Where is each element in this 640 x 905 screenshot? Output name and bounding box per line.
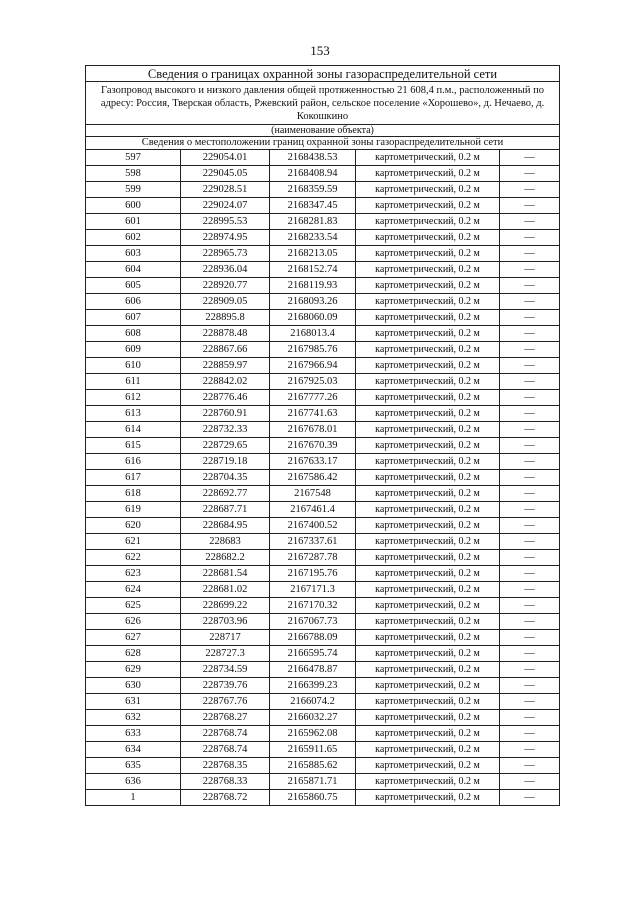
y-coordinate-cell: 2167633.17	[270, 454, 356, 470]
point-number-cell: 606	[86, 294, 181, 310]
table-row	[86, 486, 560, 502]
x-coordinate-cell: 228719.18	[181, 454, 270, 470]
method-accuracy-cell: картометрический, 0.2 м	[356, 182, 500, 198]
table-row	[86, 582, 560, 598]
note-cell: —	[500, 454, 560, 470]
y-coordinate-cell: 2166399.23	[270, 678, 356, 694]
note-cell: —	[500, 230, 560, 246]
note-cell: —	[500, 758, 560, 774]
method-accuracy-cell: картометрический, 0.2 м	[356, 150, 500, 166]
table-row	[86, 214, 560, 230]
y-coordinate-cell: 2168281.83	[270, 214, 356, 230]
y-coordinate-cell: 2166595.74	[270, 646, 356, 662]
note-cell: —	[500, 646, 560, 662]
table-row	[86, 726, 560, 742]
table-row	[86, 758, 560, 774]
point-number-cell: 600	[86, 198, 181, 214]
table-row	[86, 342, 560, 358]
note-cell: —	[500, 790, 560, 806]
x-coordinate-cell: 229045.05	[181, 166, 270, 182]
point-number-cell: 608	[86, 326, 181, 342]
method-accuracy-cell: картометрический, 0.2 м	[356, 710, 500, 726]
x-coordinate-cell: 228776.46	[181, 390, 270, 406]
method-accuracy-cell: картометрический, 0.2 м	[356, 198, 500, 214]
x-coordinate-cell: 228687.71	[181, 502, 270, 518]
x-coordinate-cell: 229024.07	[181, 198, 270, 214]
point-number-cell: 627	[86, 630, 181, 646]
method-accuracy-cell: картометрический, 0.2 м	[356, 678, 500, 694]
x-coordinate-cell: 228768.33	[181, 774, 270, 790]
point-number-cell: 597	[86, 150, 181, 166]
method-accuracy-cell: картометрический, 0.2 м	[356, 774, 500, 790]
method-accuracy-cell: картометрический, 0.2 м	[356, 486, 500, 502]
table-row	[86, 774, 560, 790]
section-title: Сведения о местоположении границ охранной зоны газораспределительной сети	[86, 137, 560, 150]
table-row	[86, 502, 560, 518]
method-accuracy-cell: картометрический, 0.2 м	[356, 294, 500, 310]
method-accuracy-cell: картометрический, 0.2 м	[356, 694, 500, 710]
y-coordinate-cell: 2166074.2	[270, 694, 356, 710]
method-accuracy-cell: картометрический, 0.2 м	[356, 614, 500, 630]
x-coordinate-cell: 228760.91	[181, 406, 270, 422]
method-accuracy-cell: картометрический, 0.2 м	[356, 582, 500, 598]
note-cell: —	[500, 534, 560, 550]
point-number-cell: 621	[86, 534, 181, 550]
table-row	[86, 230, 560, 246]
y-coordinate-cell: 2168152.74	[270, 262, 356, 278]
title-row	[86, 66, 560, 82]
point-number-cell: 635	[86, 758, 181, 774]
method-accuracy-cell: картометрический, 0.2 м	[356, 262, 500, 278]
table-row	[86, 422, 560, 438]
method-accuracy-cell: картометрический, 0.2 м	[356, 534, 500, 550]
method-accuracy-cell: картометрический, 0.2 м	[356, 246, 500, 262]
y-coordinate-cell: 2168408.94	[270, 166, 356, 182]
point-number-cell: 609	[86, 342, 181, 358]
table-row	[86, 454, 560, 470]
note-cell: —	[500, 150, 560, 166]
page-number: 153	[310, 43, 330, 58]
method-accuracy-cell: картометрический, 0.2 м	[356, 662, 500, 678]
method-accuracy-cell: картометрический, 0.2 м	[356, 470, 500, 486]
x-coordinate-cell: 228920.77	[181, 278, 270, 294]
note-cell: —	[500, 374, 560, 390]
note-cell: —	[500, 566, 560, 582]
point-number-cell: 1	[86, 790, 181, 806]
note-cell: —	[500, 182, 560, 198]
point-number-cell: 604	[86, 262, 181, 278]
x-coordinate-cell: 228683	[181, 534, 270, 550]
table-row	[86, 678, 560, 694]
point-number-cell: 603	[86, 246, 181, 262]
x-coordinate-cell: 228767.76	[181, 694, 270, 710]
x-coordinate-cell: 229028.51	[181, 182, 270, 198]
x-coordinate-cell: 228729.65	[181, 438, 270, 454]
note-cell: —	[500, 662, 560, 678]
table-row	[86, 166, 560, 182]
x-coordinate-cell: 228692.77	[181, 486, 270, 502]
y-coordinate-cell: 2168119.93	[270, 278, 356, 294]
y-coordinate-cell: 2167400.52	[270, 518, 356, 534]
y-coordinate-cell: 2167461.4	[270, 502, 356, 518]
y-coordinate-cell: 2167586.42	[270, 470, 356, 486]
y-coordinate-cell: 2167741.63	[270, 406, 356, 422]
method-accuracy-cell: картометрический, 0.2 м	[356, 742, 500, 758]
x-coordinate-cell: 228768.72	[181, 790, 270, 806]
x-coordinate-cell: 228768.27	[181, 710, 270, 726]
point-number-cell: 611	[86, 374, 181, 390]
y-coordinate-cell: 2167678.01	[270, 422, 356, 438]
boundary-table	[85, 65, 560, 806]
object-row	[86, 82, 560, 125]
note-cell: —	[500, 518, 560, 534]
point-number-cell: 636	[86, 774, 181, 790]
note-cell: —	[500, 694, 560, 710]
method-accuracy-cell: картометрический, 0.2 м	[356, 422, 500, 438]
y-coordinate-cell: 2165871.71	[270, 774, 356, 790]
note-cell: —	[500, 214, 560, 230]
method-accuracy-cell: картометрический, 0.2 м	[356, 646, 500, 662]
method-accuracy-cell: картометрический, 0.2 м	[356, 214, 500, 230]
table-row	[86, 694, 560, 710]
note-cell: —	[500, 438, 560, 454]
y-coordinate-cell: 2166478.87	[270, 662, 356, 678]
point-number-cell: 607	[86, 310, 181, 326]
table-row	[86, 534, 560, 550]
table-row	[86, 310, 560, 326]
table-row	[86, 278, 560, 294]
y-coordinate-cell: 2166032.27	[270, 710, 356, 726]
note-cell: —	[500, 166, 560, 182]
point-number-cell: 614	[86, 422, 181, 438]
caption-row	[86, 125, 560, 137]
point-number-cell: 612	[86, 390, 181, 406]
x-coordinate-cell: 228878.48	[181, 326, 270, 342]
y-coordinate-cell: 2166788.09	[270, 630, 356, 646]
note-cell: —	[500, 486, 560, 502]
table-row	[86, 662, 560, 678]
point-number-cell: 634	[86, 742, 181, 758]
note-cell: —	[500, 710, 560, 726]
method-accuracy-cell: картометрический, 0.2 м	[356, 758, 500, 774]
y-coordinate-cell: 2168347.45	[270, 198, 356, 214]
table-row	[86, 262, 560, 278]
note-cell: —	[500, 614, 560, 630]
y-coordinate-cell: 2165962.08	[270, 726, 356, 742]
point-number-cell: 629	[86, 662, 181, 678]
point-number-cell: 633	[86, 726, 181, 742]
method-accuracy-cell: картометрический, 0.2 м	[356, 374, 500, 390]
y-coordinate-cell: 2168359.59	[270, 182, 356, 198]
table-row	[86, 374, 560, 390]
table-row	[86, 406, 560, 422]
point-number-cell: 615	[86, 438, 181, 454]
method-accuracy-cell: картометрический, 0.2 м	[356, 310, 500, 326]
x-coordinate-cell: 228965.73	[181, 246, 270, 262]
x-coordinate-cell: 228739.76	[181, 678, 270, 694]
x-coordinate-cell: 228699.22	[181, 598, 270, 614]
table-row	[86, 438, 560, 454]
y-coordinate-cell: 2168213.05	[270, 246, 356, 262]
table-row	[86, 598, 560, 614]
table-row	[86, 710, 560, 726]
x-coordinate-cell: 228681.02	[181, 582, 270, 598]
y-coordinate-cell: 2167670.39	[270, 438, 356, 454]
y-coordinate-cell: 2167966.94	[270, 358, 356, 374]
note-cell: —	[500, 582, 560, 598]
method-accuracy-cell: картометрический, 0.2 м	[356, 278, 500, 294]
table-row	[86, 566, 560, 582]
method-accuracy-cell: картометрический, 0.2 м	[356, 550, 500, 566]
table-row	[86, 182, 560, 198]
method-accuracy-cell: картометрический, 0.2 м	[356, 454, 500, 470]
x-coordinate-cell: 228895.8	[181, 310, 270, 326]
point-number-cell: 602	[86, 230, 181, 246]
x-coordinate-cell: 228909.05	[181, 294, 270, 310]
point-number-cell: 601	[86, 214, 181, 230]
x-coordinate-cell: 228732.33	[181, 422, 270, 438]
table-row	[86, 518, 560, 534]
y-coordinate-cell: 2165885.62	[270, 758, 356, 774]
table-row	[86, 150, 560, 166]
object-caption: (наименование объекта)	[86, 125, 560, 137]
method-accuracy-cell: картометрический, 0.2 м	[356, 502, 500, 518]
x-coordinate-cell: 228682.2	[181, 550, 270, 566]
method-accuracy-cell: картометрический, 0.2 м	[356, 230, 500, 246]
point-number-cell: 598	[86, 166, 181, 182]
note-cell: —	[500, 726, 560, 742]
point-number-cell: 618	[86, 486, 181, 502]
note-cell: —	[500, 262, 560, 278]
point-number-cell: 630	[86, 678, 181, 694]
x-coordinate-cell: 228684.95	[181, 518, 270, 534]
note-cell: —	[500, 470, 560, 486]
object-description: Газопровод высокого и низкого давления общей протяженностью 21 608,4 п.м., расположенный по адресу: Россия, Тверская область, Ржевский район, сельское поселение «Хорошево», д. Нечаево, д. Кокошкино	[86, 82, 560, 125]
note-cell: —	[500, 422, 560, 438]
point-number-cell: 616	[86, 454, 181, 470]
point-number-cell: 619	[86, 502, 181, 518]
table-body	[86, 66, 560, 806]
point-number-cell: 610	[86, 358, 181, 374]
point-number-cell: 605	[86, 278, 181, 294]
table-row	[86, 294, 560, 310]
y-coordinate-cell: 2168013.4	[270, 326, 356, 342]
method-accuracy-cell: картометрический, 0.2 м	[356, 518, 500, 534]
x-coordinate-cell: 228768.35	[181, 758, 270, 774]
note-cell: —	[500, 342, 560, 358]
y-coordinate-cell: 2167548	[270, 486, 356, 502]
y-coordinate-cell: 2165911.65	[270, 742, 356, 758]
point-number-cell: 622	[86, 550, 181, 566]
x-coordinate-cell: 228717	[181, 630, 270, 646]
method-accuracy-cell: картометрический, 0.2 м	[356, 342, 500, 358]
x-coordinate-cell: 228842.02	[181, 374, 270, 390]
table-row	[86, 390, 560, 406]
x-coordinate-cell: 228727.3	[181, 646, 270, 662]
point-number-cell: 632	[86, 710, 181, 726]
note-cell: —	[500, 550, 560, 566]
method-accuracy-cell: картометрический, 0.2 м	[356, 630, 500, 646]
table-row	[86, 358, 560, 374]
y-coordinate-cell: 2167287.78	[270, 550, 356, 566]
table-row	[86, 630, 560, 646]
point-number-cell: 620	[86, 518, 181, 534]
method-accuracy-cell: картометрический, 0.2 м	[356, 406, 500, 422]
y-coordinate-cell: 2167985.76	[270, 342, 356, 358]
y-coordinate-cell: 2167195.76	[270, 566, 356, 582]
method-accuracy-cell: картометрический, 0.2 м	[356, 326, 500, 342]
note-cell: —	[500, 294, 560, 310]
y-coordinate-cell: 2167171.3	[270, 582, 356, 598]
y-coordinate-cell: 2168060.09	[270, 310, 356, 326]
point-number-cell: 626	[86, 614, 181, 630]
method-accuracy-cell: картометрический, 0.2 м	[356, 438, 500, 454]
y-coordinate-cell: 2165860.75	[270, 790, 356, 806]
method-accuracy-cell: картометрический, 0.2 м	[356, 598, 500, 614]
note-cell: —	[500, 742, 560, 758]
x-coordinate-cell: 228867.66	[181, 342, 270, 358]
y-coordinate-cell: 2167925.03	[270, 374, 356, 390]
table-row	[86, 550, 560, 566]
y-coordinate-cell: 2168233.54	[270, 230, 356, 246]
method-accuracy-cell: картометрический, 0.2 м	[356, 358, 500, 374]
note-cell: —	[500, 598, 560, 614]
y-coordinate-cell: 2167170.32	[270, 598, 356, 614]
point-number-cell: 599	[86, 182, 181, 198]
note-cell: —	[500, 502, 560, 518]
note-cell: —	[500, 630, 560, 646]
x-coordinate-cell: 228995.53	[181, 214, 270, 230]
note-cell: —	[500, 198, 560, 214]
y-coordinate-cell: 2168093.26	[270, 294, 356, 310]
section-row	[86, 137, 560, 150]
note-cell: —	[500, 406, 560, 422]
point-number-cell: 617	[86, 470, 181, 486]
y-coordinate-cell: 2167337.61	[270, 534, 356, 550]
x-coordinate-cell: 228859.97	[181, 358, 270, 374]
table-row	[86, 742, 560, 758]
x-coordinate-cell: 228768.74	[181, 742, 270, 758]
x-coordinate-cell: 228703.96	[181, 614, 270, 630]
point-number-cell: 631	[86, 694, 181, 710]
x-coordinate-cell: 228704.35	[181, 470, 270, 486]
x-coordinate-cell: 228681.54	[181, 566, 270, 582]
point-number-cell: 625	[86, 598, 181, 614]
table-title: Сведения о границах охранной зоны газораспределительной сети	[86, 66, 560, 82]
table-row	[86, 246, 560, 262]
note-cell: —	[500, 326, 560, 342]
note-cell: —	[500, 246, 560, 262]
table-row	[86, 198, 560, 214]
y-coordinate-cell: 2167067.73	[270, 614, 356, 630]
table-row	[86, 470, 560, 486]
point-number-cell: 624	[86, 582, 181, 598]
point-number-cell: 628	[86, 646, 181, 662]
note-cell: —	[500, 774, 560, 790]
x-coordinate-cell: 229054.01	[181, 150, 270, 166]
method-accuracy-cell: картометрический, 0.2 м	[356, 566, 500, 582]
method-accuracy-cell: картометрический, 0.2 м	[356, 790, 500, 806]
y-coordinate-cell: 2167777.26	[270, 390, 356, 406]
note-cell: —	[500, 678, 560, 694]
table-row	[86, 646, 560, 662]
x-coordinate-cell: 228734.59	[181, 662, 270, 678]
table-row	[86, 326, 560, 342]
note-cell: —	[500, 278, 560, 294]
method-accuracy-cell: картометрический, 0.2 м	[356, 390, 500, 406]
x-coordinate-cell: 228768.74	[181, 726, 270, 742]
point-number-cell: 623	[86, 566, 181, 582]
y-coordinate-cell: 2168438.53	[270, 150, 356, 166]
table-row	[86, 790, 560, 806]
table-row	[86, 614, 560, 630]
x-coordinate-cell: 228936.04	[181, 262, 270, 278]
note-cell: —	[500, 358, 560, 374]
point-number-cell: 613	[86, 406, 181, 422]
note-cell: —	[500, 390, 560, 406]
method-accuracy-cell: картометрический, 0.2 м	[356, 726, 500, 742]
note-cell: —	[500, 310, 560, 326]
x-coordinate-cell: 228974.95	[181, 230, 270, 246]
method-accuracy-cell: картометрический, 0.2 м	[356, 166, 500, 182]
